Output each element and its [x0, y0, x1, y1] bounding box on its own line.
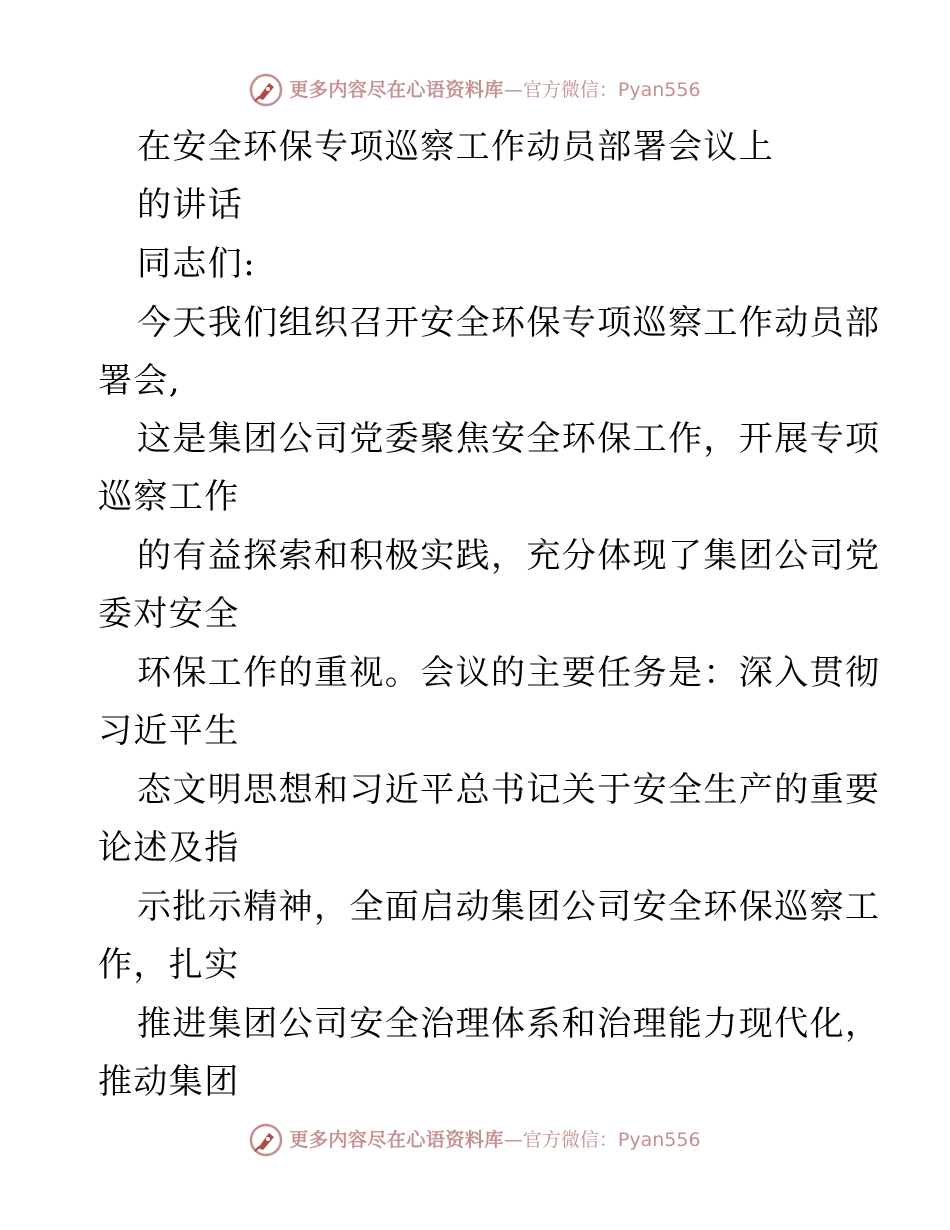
header-watermark — [0, 70, 950, 110]
watermark-brand: 更多内容尽在心语资料库 — [289, 79, 504, 101]
paragraph-line: 作，扎实 — [98, 945, 240, 985]
title-line-1: 在安全环保专项巡察工作动员部署会议上 — [137, 127, 775, 167]
watermark-contact: —官方微信：Pyan556 — [503, 1129, 701, 1151]
paragraph-line: 署会, — [98, 361, 182, 401]
watermark-brand: 更多内容尽在心语资料库 — [289, 1129, 504, 1151]
pen-nib-logo-icon — [249, 1123, 283, 1157]
salutation: 同志们: — [137, 244, 257, 284]
paragraph-line: 示批示精神，全面启动集团公司安全环保巡察工 — [137, 887, 881, 927]
watermark-contact: —官方微信：Pyan556 — [503, 79, 701, 101]
paragraph-line: 推动集团 — [98, 1062, 240, 1102]
paragraph-line: 巡察工作 — [98, 477, 240, 517]
paragraph-line: 推进集团公司安全治理体系和治理能力现代化， — [137, 1004, 881, 1044]
pen-nib-logo-icon — [249, 73, 283, 107]
title-line-2: 的讲话 — [137, 185, 244, 225]
paragraph-line: 的有益探索和积极实践，充分体现了集团公司党 — [137, 536, 881, 576]
paragraph-line: 这是集团公司党委聚焦安全环保工作，开展专项 — [137, 419, 881, 459]
paragraph-line: 论述及指 — [98, 828, 240, 868]
paragraph-line: 委对安全 — [98, 594, 240, 634]
footer-watermark — [0, 1120, 950, 1160]
paragraph-line: 今天我们组织召开安全环保专项巡察工作动员部 — [137, 303, 881, 343]
paragraph-line: 习近平生 — [98, 711, 240, 751]
paragraph-line: 环保工作的重视。会议的主要任务是：深入贯彻 — [137, 653, 881, 693]
paragraph-line: 态文明思想和习近平总书记关于安全生产的重要 — [137, 770, 881, 810]
